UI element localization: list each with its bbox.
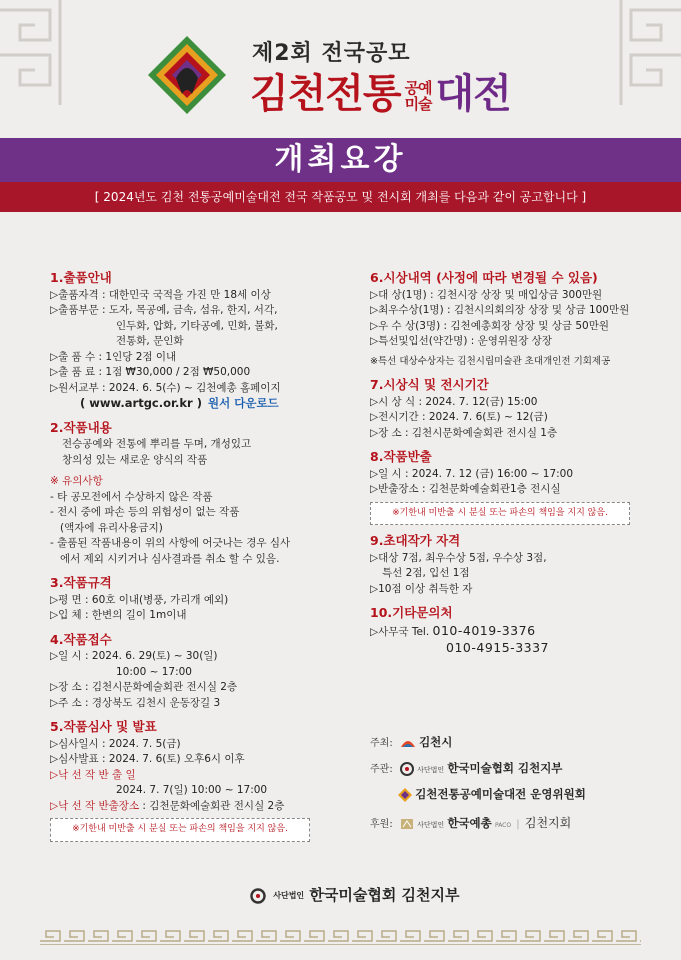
text-line: 전통화, 문인화: [116, 335, 184, 347]
text-line: 창의성 있는 새로운 양식의 작품: [62, 453, 208, 466]
announcement-banner: [ 2024년도 김천 전통공예미술대전 전국 작품공모 및 전시회 개최를 다음과 같이 공고합니다 ]: [0, 182, 681, 212]
text-line: ▷일 시 : 2024. 6. 29(토) ~ 30(일): [50, 650, 218, 662]
art-association-logo-icon: [250, 888, 268, 904]
text-line: ▷대 상(1명) : 김천시장 상장 및 매입상금 300만원: [370, 288, 603, 301]
text-line: ▷시 상 식 : 2024. 7. 12(금) 15:00: [370, 395, 538, 408]
text-line-rest: : 김천문화예술회관 전시실 2층: [139, 799, 285, 812]
section-title: 7.시상식 및 전시기간: [370, 377, 489, 392]
notice-box: ※기한내 미반출 시 분실 또는 파손의 책임을 지지 않음.: [370, 502, 630, 526]
host-label: 주최:: [370, 738, 393, 749]
section-title: 8.작품반출: [370, 449, 432, 464]
section-title: 10.기타문의처: [370, 605, 453, 620]
text-line: ▷출 품 수 : 1인당 2점 이내: [50, 350, 177, 363]
support-org-1-sub: PACO: [494, 822, 512, 829]
organizer-name: 한국미술협회 김천지부: [447, 761, 563, 775]
text-line: 특선 2점, 입선 1점: [382, 567, 470, 579]
footer-org-name: 한국미술협회 김천지부: [309, 886, 460, 904]
contact-line: [370, 623, 660, 641]
text-line: ▷출품부문 : 도자, 목공예, 금속, 섬유, 한지, 서각,: [50, 304, 278, 316]
committee-row: [398, 786, 586, 802]
text-line: ▷출 품 료 : 1점 ₩30,000 / 2점 ₩50,000: [50, 366, 251, 378]
text-line: ▷장 소 : 김천시문화예술회관 전시실 1층: [370, 426, 558, 439]
support-org-2: 김천지회: [524, 816, 572, 830]
text-line: ▷전시기간 : 2024. 7. 6(토) ~ 12(금): [370, 411, 548, 423]
text-line: ▷특선및입선(약간명) : 운영위원장 상장: [370, 335, 552, 347]
main-title: [250, 62, 511, 119]
section-title: 3.작품규격: [50, 575, 112, 590]
footer-border-pattern: [40, 928, 641, 944]
text-line: ▷반출장소 : 김천문화예술회관1층 전시실: [370, 483, 561, 495]
footer-organization: [250, 884, 460, 905]
caution-title: ※ 유의사항: [50, 475, 103, 487]
section-banner: 개최요강: [0, 138, 681, 182]
text-line: - 타 공모전에서 수상하지 않은 작품: [50, 490, 213, 503]
text-line: [50, 799, 340, 815]
edition-title: 제2회 전국공모: [252, 41, 411, 66]
text-line: ▷일 시 : 2024. 7. 12 (금) 16:00 ~ 17:00: [370, 467, 574, 480]
host-row: [370, 734, 452, 750]
support-label: 후원:: [370, 819, 393, 830]
gimcheon-city-logo-icon: [400, 737, 416, 749]
header: [0, 0, 681, 140]
website-line: [80, 396, 340, 412]
text-line: ▷심사발표 : 2024. 7. 6(토) 오후6시 이후: [50, 753, 245, 765]
notice-box: ※기한내 미반출 시 분실 또는 파손의 책임을 지지 않음.: [50, 818, 310, 842]
exhibition-logo-icon: [146, 34, 228, 116]
text-line: ▷출품자격 : 대한민국 국적을 가진 만 18세 이상: [50, 288, 271, 301]
text-line: 전승공예와 전통에 뿌리를 두며, 개성있고: [62, 438, 252, 450]
text-line: ▷주 소 : 경상북도 김천시 운동장길 3: [50, 696, 221, 709]
text-line: ▷원서교부 : 2024. 6. 5(수) ~ 김천예총 홈페이지: [50, 381, 281, 394]
section-title: 1.출품안내: [50, 270, 112, 285]
committee-logo-icon: [398, 788, 412, 802]
text-line: 2024. 7. 7(일) 10:00 ~ 17:00: [116, 784, 268, 796]
text-line: 10:00 ~ 17:00: [116, 665, 192, 678]
form-download-link[interactable]: 원서 다운로드: [208, 396, 279, 410]
section-title: 6.시상내역 (사정에 따라 변경될 수 있음): [370, 270, 598, 285]
section-title: 5.작품심사 및 발표: [50, 719, 157, 734]
section-title: 2.작품내용: [50, 419, 112, 435]
left-column: [50, 270, 340, 846]
footer-divider: [40, 944, 641, 945]
text-line: (액자에 유리사용금지): [60, 521, 163, 534]
host-name: 김천시: [419, 735, 453, 749]
main-title-small-2: 미술: [404, 95, 432, 113]
text-line: ▷심사일시 : 2024. 7. 5(금): [50, 737, 181, 750]
text-line: ▷장 소 : 김천시문화예술회관 전시실 2층: [50, 681, 238, 693]
support-row: 후원: 사단법인 한국예총 PACO | 김천지회: [370, 816, 572, 830]
main-title-part1: 김천전통: [250, 71, 401, 117]
support-org-1: 한국예총: [447, 816, 492, 830]
footer-prefix: 사단법인: [273, 891, 305, 900]
text-line: ※특선 대상수상자는 김천시립미술관 초대개인전 기회제공: [370, 355, 611, 367]
text-line: ▷입 체 : 한변의 길이 1m이내: [50, 609, 187, 621]
contact-line: [370, 640, 660, 658]
section-title: 9.초대작가 자격: [370, 533, 461, 548]
main-title-small-1: 공예: [404, 79, 432, 97]
support-prefix: 사단법인: [417, 821, 445, 829]
text-line: 인두화, 압화, 기타공예, 민화, 불화,: [116, 319, 278, 332]
text-line: ▷최우수상(1명) : 김천시의회의장 상장 및 상금 100만원: [370, 304, 630, 316]
art-association-logo-icon: [400, 762, 414, 776]
main-title-small: [405, 80, 432, 112]
text-line-red: ▷낙 선 작 반출장소: [50, 799, 140, 812]
phone-number[interactable]: 010-4915-3337: [446, 640, 550, 655]
text-line: - 출품된 작품내용이 위의 사항에 어긋나는 경우 심사: [50, 537, 291, 549]
organizer-prefix: 사단법인: [417, 766, 445, 774]
website-url-link[interactable]: ( www.artgc.or.kr ): [80, 396, 202, 410]
text-line: 에서 제외 시키거나 심사결과를 취소 할 수 있음.: [60, 552, 280, 565]
text-line: - 전시 중에 파손 등의 위험성이 없는 작품: [50, 506, 240, 518]
text-line: ▷낙 선 작 반 출 일: [50, 768, 136, 781]
right-column: [370, 270, 660, 658]
yechong-logo-icon: [400, 818, 414, 830]
organizer-label: 주관:: [370, 764, 393, 775]
text-line: ▷10점 이상 취득한 자: [370, 582, 473, 595]
text-line: ▷우 수 상(3명) : 김천예총회장 상장 및 상금 50만원: [370, 319, 609, 332]
organizer-row: [370, 760, 562, 776]
phone-number[interactable]: 010-4019-3376: [432, 622, 536, 638]
contact-label: ▷사무국 Tel.: [370, 625, 430, 638]
section-title: 4.작품접수: [50, 631, 112, 647]
text-line: ▷평 면 : 60호 이내(병풍, 가리개 예외): [50, 593, 229, 606]
committee-name: 김천전통공예미술대전 운영위원회: [415, 787, 586, 801]
main-title-part2: 대전: [435, 71, 511, 117]
text-line: ▷대상 7점, 최우수상 5점, 우수상 3점,: [370, 551, 547, 564]
